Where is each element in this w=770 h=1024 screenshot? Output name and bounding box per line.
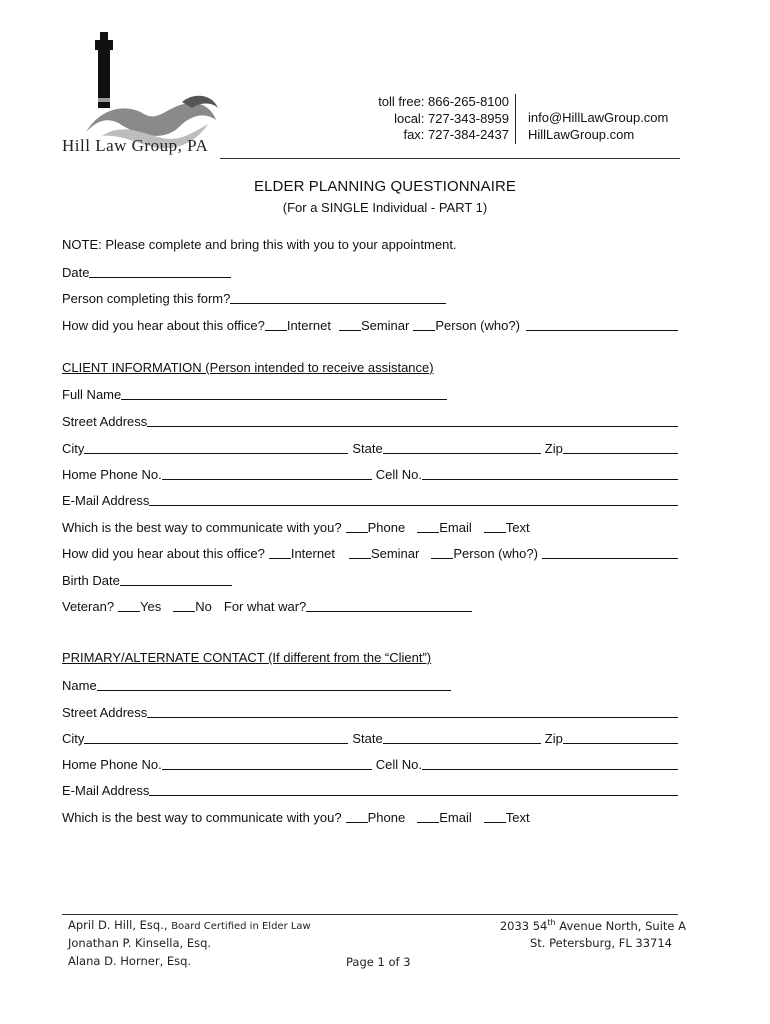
attorney-1-name: April D. Hill, Esq.,: [68, 918, 168, 932]
seminar-check[interactable]: [339, 317, 361, 331]
contact-zip-label: Zip: [544, 731, 563, 746]
contact-phone-row: [62, 754, 678, 772]
veteran-no-label: No: [195, 599, 212, 614]
zip-label: Zip: [544, 441, 563, 456]
client-street-row: [62, 411, 678, 429]
contact-zip-field[interactable]: [563, 730, 678, 744]
state-field[interactable]: [383, 440, 541, 454]
internet-label: Internet: [286, 318, 331, 333]
email-check[interactable]: [417, 519, 439, 533]
email-label: E-Mail Address: [62, 493, 150, 508]
footer-divider: [62, 914, 678, 915]
person-who-field[interactable]: [526, 317, 678, 331]
attorney-1-cert: Board Certified in Elder Law: [171, 921, 311, 932]
birth-date-row: [62, 570, 678, 588]
client-phone-row: [62, 464, 678, 482]
address-1-pre: 2033 54: [499, 918, 548, 933]
person-completing-label: Person completing this form?: [62, 291, 231, 306]
street-field[interactable]: [147, 413, 678, 427]
home-phone-label: Home Phone No.: [62, 467, 162, 482]
birth-date-label: Birth Date: [62, 573, 120, 588]
full-name-label: Full Name: [62, 387, 122, 402]
contact-text-check[interactable]: [484, 809, 506, 823]
text-label: Text: [505, 520, 530, 535]
contact-name-field[interactable]: [97, 677, 451, 691]
contact-street-row: [62, 702, 678, 720]
veteran-yes-check[interactable]: [118, 598, 140, 612]
client-hear-row: [62, 543, 678, 561]
person-completing-field[interactable]: [230, 290, 446, 304]
contact-section-heading: PRIMARY/ALTERNATE CONTACT (If different from the “Client”): [62, 650, 432, 665]
address-line-1: [500, 918, 686, 933]
local-phone: local: 727-343-8959: [394, 110, 509, 126]
contact-name-row: [62, 675, 678, 693]
person-completing-row: [62, 288, 678, 306]
birth-date-field[interactable]: [120, 572, 232, 586]
address-1-post: Avenue North, Suite A: [555, 918, 686, 933]
contact-name-label: Name: [62, 678, 97, 693]
client-internet-check[interactable]: [269, 545, 291, 559]
email-option-label: Email: [439, 520, 472, 535]
war-label: For what war?: [223, 599, 307, 614]
seminar-label: Seminar: [360, 318, 410, 333]
full-name-field[interactable]: [121, 386, 447, 400]
client-communicate-row: [62, 517, 678, 535]
cell-field[interactable]: [422, 466, 678, 480]
website-link[interactable]: HillLawGroup.com: [528, 126, 635, 142]
contact-state-label: State: [352, 731, 383, 746]
contact-street-field[interactable]: [147, 704, 678, 718]
contact-email-check[interactable]: [417, 809, 439, 823]
client-person-check[interactable]: [431, 545, 453, 559]
phone-check[interactable]: [346, 519, 368, 533]
city-field[interactable]: [84, 440, 348, 454]
client-seminar-label: Seminar: [370, 546, 420, 561]
person-check[interactable]: [413, 317, 435, 331]
contact-text-label: Text: [505, 810, 530, 825]
contact-city-field[interactable]: [84, 730, 348, 744]
client-person-label: Person (who?): [453, 546, 538, 561]
client-internet-label: Internet: [290, 546, 335, 561]
contact-email-option-label: Email: [439, 810, 472, 825]
war-field[interactable]: [306, 598, 472, 612]
page-number: Page 1 of 3: [346, 955, 411, 969]
date-row: [62, 262, 678, 280]
cell-label: Cell No.: [375, 467, 422, 482]
attorney-1: [68, 918, 311, 932]
address-1-sup: th: [547, 918, 556, 927]
client-city-row: [62, 438, 678, 456]
person-label: Person (who?): [435, 318, 520, 333]
client-hear-label: How did you hear about this office?: [62, 546, 265, 561]
client-name-row: [62, 384, 678, 402]
contact-home-phone-label: Home Phone No.: [62, 757, 162, 772]
veteran-yes-label: Yes: [140, 599, 162, 614]
contact-email-field[interactable]: [149, 782, 678, 796]
contact-communicate-label: Which is the best way to communicate with you?: [62, 810, 342, 825]
hear-label: How did you hear about this office?: [62, 318, 265, 333]
date-label: Date: [62, 265, 90, 280]
home-phone-field[interactable]: [162, 466, 372, 480]
city-label: City: [62, 441, 85, 456]
contact-email-label: E-Mail Address: [62, 783, 150, 798]
contact-state-field[interactable]: [383, 730, 541, 744]
contact-city-row: [62, 728, 678, 746]
contact-city-label: City: [62, 731, 85, 746]
veteran-row: [62, 596, 678, 614]
page-subtitle: (For a SINGLE Individual - PART 1): [282, 200, 488, 215]
fax: fax: 727-384-2437: [403, 127, 509, 142]
veteran-label: Veteran?: [62, 599, 115, 614]
contact-phone-check[interactable]: [346, 809, 368, 823]
attorney-3: Alana D. Horner, Esq.: [68, 954, 192, 968]
client-person-who-field[interactable]: [542, 545, 678, 559]
street-label: Street Address: [62, 414, 148, 429]
web-block: [528, 110, 668, 143]
internet-check[interactable]: [265, 317, 287, 331]
phone-block: [378, 94, 516, 144]
attorney-2: Jonathan P. Kinsella, Esq.: [68, 936, 212, 950]
date-field[interactable]: [89, 264, 231, 278]
header-divider: [220, 158, 680, 159]
toll-free: toll free: 866-265-8100: [378, 94, 509, 109]
address-line-2: St. Petersburg, FL 33714: [529, 936, 672, 950]
contact-cell-label: Cell No.: [375, 757, 422, 772]
client-section-heading: CLIENT INFORMATION (Person intended to receive assistance): [62, 360, 434, 375]
contact-communicate-row: [62, 807, 678, 825]
communicate-label: Which is the best way to communicate with you?: [62, 520, 342, 535]
contact-email-row: [62, 780, 678, 798]
contact-home-phone-field[interactable]: [162, 756, 372, 770]
state-label: State: [352, 441, 383, 456]
contact-street-label: Street Address: [62, 705, 148, 720]
veteran-no-check[interactable]: [173, 598, 195, 612]
page-title: ELDER PLANNING QUESTIONNAIRE: [253, 178, 517, 195]
text-check[interactable]: [484, 519, 506, 533]
email-field[interactable]: [149, 492, 678, 506]
hear-row: [62, 315, 678, 333]
contact-cell-field[interactable]: [422, 756, 678, 770]
firm-name: Hill Law Group, PA: [62, 136, 209, 155]
client-email-row: [62, 490, 678, 508]
contact-phone-label: Phone: [367, 810, 406, 825]
phone-label: Phone: [367, 520, 406, 535]
email-link[interactable]: info@HillLawGroup.com: [528, 110, 669, 125]
note: NOTE: Please complete and bring this with you to your appointment.: [62, 237, 457, 252]
zip-field[interactable]: [563, 440, 678, 454]
client-seminar-check[interactable]: [349, 545, 371, 559]
